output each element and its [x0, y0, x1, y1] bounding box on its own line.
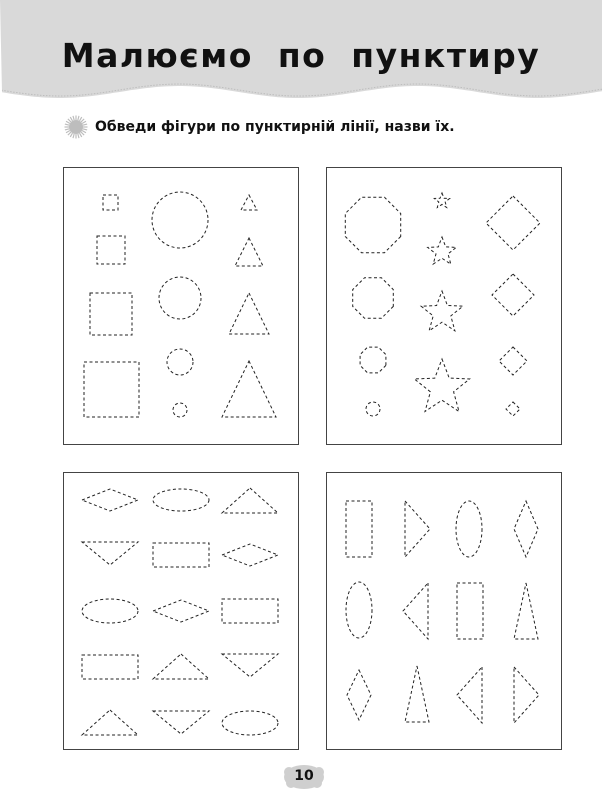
- dotted-oval-tall[interactable]: [346, 582, 372, 638]
- dotted-rectangle-tall[interactable]: [346, 501, 372, 557]
- dotted-square-lg[interactable]: [84, 362, 139, 417]
- dotted-rhombus[interactable]: [506, 402, 520, 416]
- dotted-square-xs[interactable]: [103, 195, 118, 210]
- dotted-rectangle[interactable]: [82, 655, 138, 679]
- dotted-rectangle-tall[interactable]: [457, 583, 483, 639]
- dotted-star[interactable]: [414, 359, 469, 412]
- dotted-rhombus[interactable]: [499, 347, 527, 375]
- dotted-octagon[interactable]: [345, 197, 400, 252]
- dotted-circle-lg[interactable]: [152, 192, 208, 248]
- dotted-oval[interactable]: [82, 599, 138, 623]
- dotted-circle-xs[interactable]: [173, 403, 187, 417]
- dotted-triangle-sm[interactable]: [235, 238, 263, 266]
- dotted-triangle-lg[interactable]: [222, 361, 276, 417]
- dotted-rhombus[interactable]: [486, 196, 540, 250]
- dotted-rectangle[interactable]: [153, 543, 209, 567]
- dotted-square-md[interactable]: [90, 293, 132, 335]
- dotted-triangle-down[interactable]: [222, 654, 278, 677]
- dotted-triangle-right[interactable]: [405, 501, 430, 557]
- panel-3-drawing: [64, 473, 300, 751]
- dotted-triangle-md[interactable]: [229, 293, 269, 334]
- dotted-triangle-tall[interactable]: [405, 666, 429, 722]
- page-number-badge: [283, 764, 325, 790]
- dotted-rhombus[interactable]: [222, 544, 278, 566]
- dotted-triangle-down[interactable]: [82, 542, 138, 565]
- panel-2-drawing: [327, 168, 563, 446]
- dotted-triangle-down[interactable]: [153, 711, 209, 734]
- page-title: Малюємо по пунктиру: [61, 36, 541, 75]
- dotted-octagon[interactable]: [353, 278, 394, 319]
- dotted-square-sm[interactable]: [97, 236, 125, 264]
- page-number: 10: [294, 768, 314, 784]
- dotted-oval[interactable]: [222, 711, 278, 735]
- dotted-triangle-right[interactable]: [514, 667, 539, 723]
- panel-4-drawing: [327, 473, 563, 751]
- dotted-rhombus[interactable]: [153, 600, 209, 622]
- dotted-rhombus[interactable]: [492, 274, 534, 316]
- instruction-text: Обведи фігури по пунктирній лінії, назви їх.: [95, 119, 455, 135]
- worksheet-panel-octagons-stars-rhombuses: [326, 167, 562, 445]
- dotted-rhombus-tall[interactable]: [347, 670, 371, 720]
- gear-bullet-icon: [64, 115, 88, 139]
- dotted-star[interactable]: [421, 291, 463, 331]
- dotted-rectangle[interactable]: [222, 599, 278, 623]
- dotted-triangle-up[interactable]: [82, 710, 138, 735]
- worksheet-panel-vertical-shapes: [326, 472, 562, 750]
- dotted-star[interactable]: [428, 237, 457, 264]
- header-band: [0, 0, 602, 105]
- dotted-octagon[interactable]: [360, 347, 386, 373]
- panel-1-drawing: [64, 168, 300, 446]
- dotted-triangle-tall[interactable]: [514, 583, 538, 639]
- dotted-rhombus-tall[interactable]: [514, 501, 538, 557]
- dotted-triangle-up[interactable]: [153, 654, 209, 679]
- dotted-triangle-left[interactable]: [457, 667, 482, 723]
- dotted-rhombus[interactable]: [82, 489, 138, 511]
- dotted-star[interactable]: [434, 193, 449, 208]
- dotted-circle-md[interactable]: [159, 277, 201, 319]
- dotted-triangle-up[interactable]: [222, 488, 278, 513]
- worksheet-panel-horizontal-shapes: [63, 472, 299, 750]
- dotted-triangle-left[interactable]: [403, 583, 428, 639]
- worksheet-panel-squares-circles-triangles: [63, 167, 299, 445]
- dotted-circle-sm[interactable]: [167, 349, 193, 375]
- dotted-oval[interactable]: [153, 489, 209, 511]
- dotted-triangle-xs[interactable]: [241, 195, 257, 210]
- dotted-oval-tall[interactable]: [456, 501, 482, 557]
- dotted-circle[interactable]: [366, 402, 380, 416]
